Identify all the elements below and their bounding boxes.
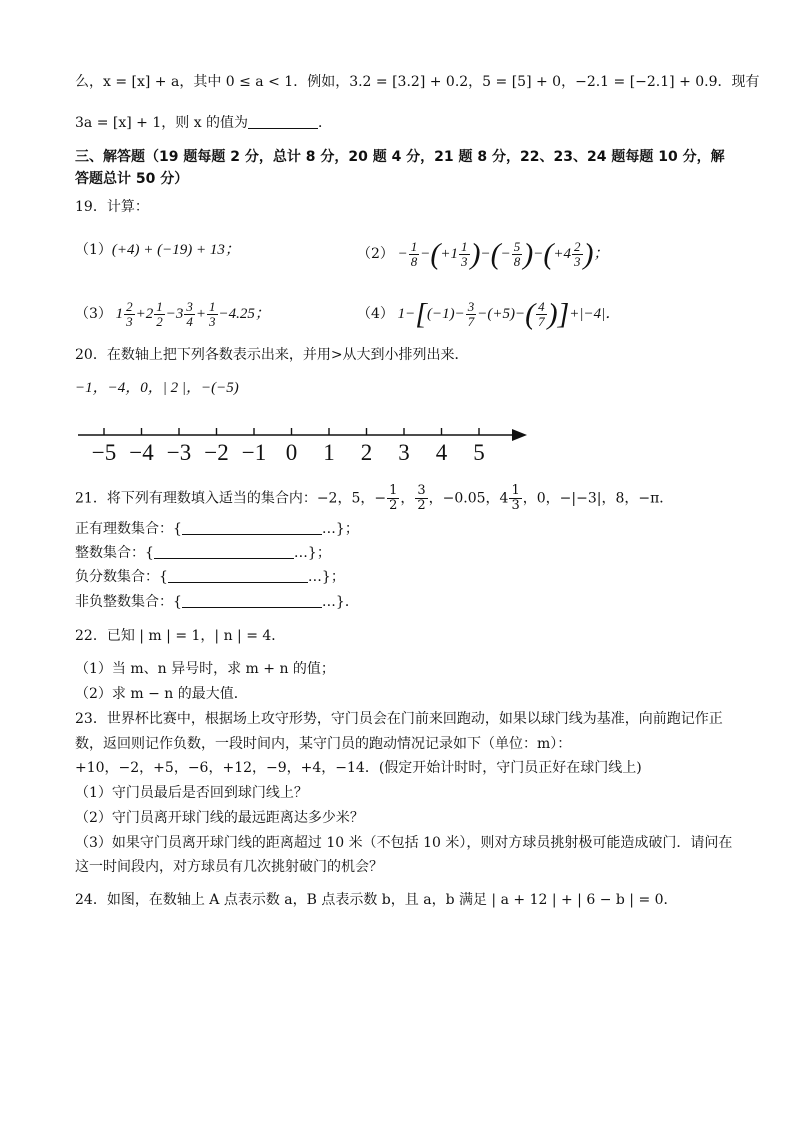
q20-numbers: −1，−4，0，| 2 |，−(−5): [75, 380, 239, 396]
q18-line1: 么，x = [x] + a，其中 0 ≤ a < 1．例如，3.2 = [3.2] + 0.2，5 = [5] + 0，−2.1 = [−2.1] + 0.9．现有: [75, 74, 760, 90]
set-blank[interactable]: [182, 520, 322, 535]
number-line: [0, 415, 794, 475]
q23-part2: （2）守门员离开球门线的最远距离达多少米？: [75, 810, 364, 826]
q19-part3-expr: 1 $\frac{2}{3}$ +2 $\frac{1}{2}$ −3 $\frac{3}{4}$ + $\frac{1}{3}$ −4.25；: [111, 299, 270, 329]
axis-tick-label: −5: [91, 440, 117, 465]
q22-part1: （1）当 m、n 异号时，求 m + n 的值；: [75, 661, 335, 677]
q21-title: 21．将下列有理数填入适当的集合内：−2，5，− $\frac{1}{2}$ ， $\frac{3}{2}$ ，−0.05，4 $\frac{1}{3}$ ，0，−|−3|，8，−π．: [75, 483, 674, 513]
q18-line2: [75, 113, 332, 133]
q18-line2-end: ．: [318, 115, 333, 131]
axis-arrow-icon: [512, 429, 527, 441]
q19-part3: [75, 300, 270, 329]
axis-tick-label: 1: [323, 440, 335, 465]
q19-part1-label: （1）: [75, 242, 112, 258]
q19-part4: [357, 297, 621, 331]
q19-part2-label: （2）: [357, 245, 394, 262]
axis-tick-label: −4: [129, 440, 154, 465]
set-end: …}；: [307, 569, 345, 585]
axis-tick-label: 0: [285, 440, 298, 465]
q18-line2-text: 3a = [x] + 1，则 x 的值为: [75, 115, 249, 131]
axis-tick-label: −1: [241, 440, 267, 465]
axis-tick-label: 3: [398, 440, 410, 465]
q19-title: 19．计算：: [75, 199, 149, 215]
set-positive-rationals: [75, 519, 359, 539]
set-label: 非负整数集合：{: [75, 594, 182, 610]
set-blank[interactable]: [182, 593, 322, 608]
q20-title: 20．在数轴上把下列各数表示出来，并用>从大到小排列出来．: [75, 347, 469, 363]
set-integers: [75, 543, 331, 563]
q22-part2: （2）求 m − n 的最大值．: [75, 686, 248, 702]
q23-line2: 数，返回则记作负数，一段时间内，某守门员的跑动情况记录如下（单位：m）：: [75, 736, 572, 752]
section-heading: 三、解答题（19 题每题 2 分，总计 8 分，20 题 4 分，21 题 8 分，22、23、24 题每题 10 分，解答题总计 50 分）: [75, 149, 725, 187]
q21-title-end: ，0，−|−3|，8，−π．: [522, 490, 674, 507]
set-blank[interactable]: [168, 568, 308, 583]
set-nonnegative-integers: [75, 592, 359, 612]
set-label: 正有理数集合：{: [75, 521, 182, 537]
axis-tick-label: −3: [166, 440, 192, 465]
q23-part1: （1）守门员最后是否回到球门线上？: [75, 785, 308, 801]
q24-line1: 24．如图，在数轴上 A 点表示数 a，B 点表示数 b，且 a，b 满足 | a + 12 | + | 6 − b | = 0．: [75, 892, 678, 908]
q19-part2: [357, 237, 609, 271]
q19-part4-expr: 1−[(−1)− $\frac{3}{7}$ −(+5)−( $\frac{4}{7}$ )]+|−4|．: [393, 297, 621, 331]
set-negative-fractions: [75, 567, 345, 587]
axis-tick-label: −2: [204, 440, 229, 465]
set-label: 负分数集合：{: [75, 569, 168, 585]
set-label: 整数集合：{: [75, 545, 154, 561]
axis-tick-label: 2: [360, 440, 373, 465]
q23-part3b: 这一时间段内，对方球员有几次挑射破门的机会？: [75, 859, 383, 875]
q19-part2-expr: − $\frac{1}{8}$ −(+1 $\frac{1}{3}$ )−(− $\frac{5}{8}$ )−(+4 $\frac{2}{3}$ )；: [393, 237, 609, 271]
q19-part1-expr: (+4) + (−19) + 13；: [111, 242, 240, 258]
q23-part3a: （3）如果守门员离开球门线的距离超过 10 米（不包括 10 米），则对方球员挑射极可能造成破门．请问在: [75, 835, 733, 851]
axis-tick-label: 5: [473, 440, 485, 465]
q23-line1: 23．世界杯比赛中，根据场上攻守形势，守门员会在门前来回跑动，如果以球门线为基准，向前跑记作正: [75, 711, 723, 727]
q19-part1: [75, 240, 240, 260]
q22-title: 22．已知 | m | = 1，| n | = 4．: [75, 628, 286, 644]
axis-tick-label: 4: [435, 440, 448, 465]
q19-part4-label: （4）: [357, 305, 394, 322]
q23-line3: +10，−2，+5，−6，+12，−9，+4，−14．(假定开始计时时，守门员正好在球门线上): [75, 760, 642, 776]
set-end: …}；: [321, 521, 359, 537]
q21-title-text: 21．将下列有理数填入适当的集合内：−2，5，−: [75, 490, 387, 507]
set-end: …}．: [321, 594, 359, 610]
set-end: …}；: [293, 545, 331, 561]
set-blank[interactable]: [154, 544, 294, 559]
answer-blank[interactable]: [248, 114, 318, 129]
q19-part3-label: （3）: [75, 305, 112, 322]
